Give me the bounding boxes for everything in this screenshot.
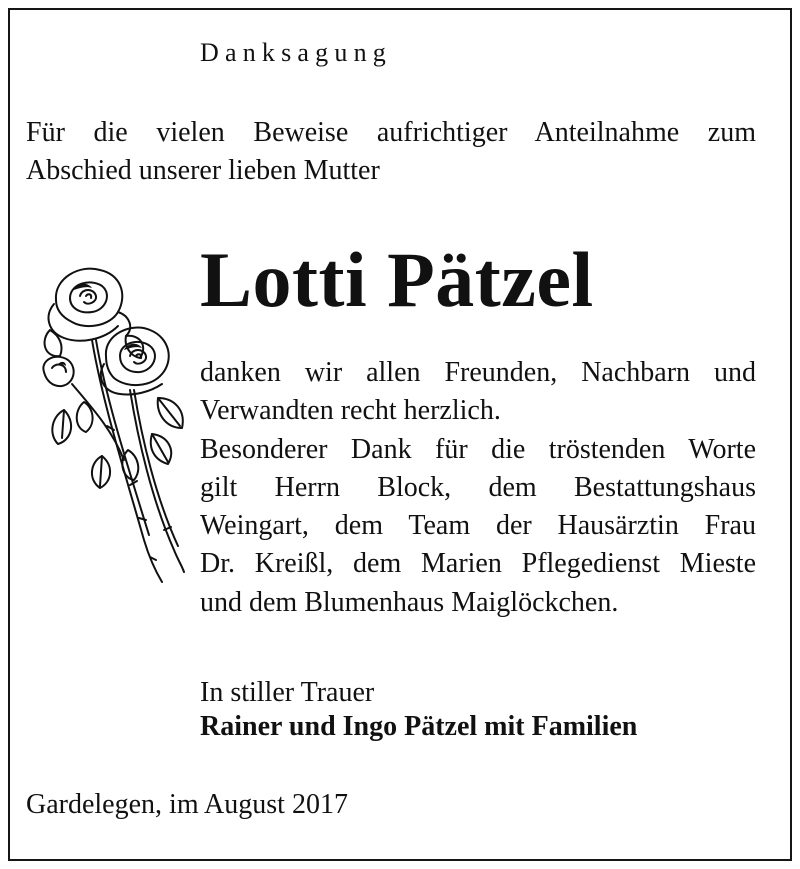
body-line: Besonderer Dank für die tröstenden Worte xyxy=(200,433,756,465)
body-line: gilt Herrn Block, dem Bestattungshaus xyxy=(200,471,756,503)
place-date: Gardelegen, im August 2017 xyxy=(26,789,348,820)
mourning-phrase: In stiller Trauer xyxy=(200,677,375,708)
roses-illustration xyxy=(34,260,194,590)
body-line: Weingart, dem Team der Hausärztin Frau xyxy=(200,510,756,542)
body-text xyxy=(200,354,756,622)
intro-line-2: Abschied unserer lieben Mutter xyxy=(26,155,380,186)
signers: Rainer und Ingo Pätzel mit Familien xyxy=(200,711,638,742)
notice-heading: Danksagung xyxy=(200,38,392,67)
body-line: und dem Blumenhaus Maiglöckchen. xyxy=(200,586,619,618)
intro-line-1: Für die vielen Beweise aufrichtiger Anteilnahme zum xyxy=(26,117,756,148)
body-line: Dr. Kreißl, dem Marien Pflegedienst Mieste xyxy=(200,548,756,580)
body-line: danken wir allen Freunden, Nachbarn und xyxy=(200,357,756,388)
deceased-name: Lotti Pätzel xyxy=(200,236,594,323)
body-line: Verwandten recht herzlich. xyxy=(200,395,501,427)
